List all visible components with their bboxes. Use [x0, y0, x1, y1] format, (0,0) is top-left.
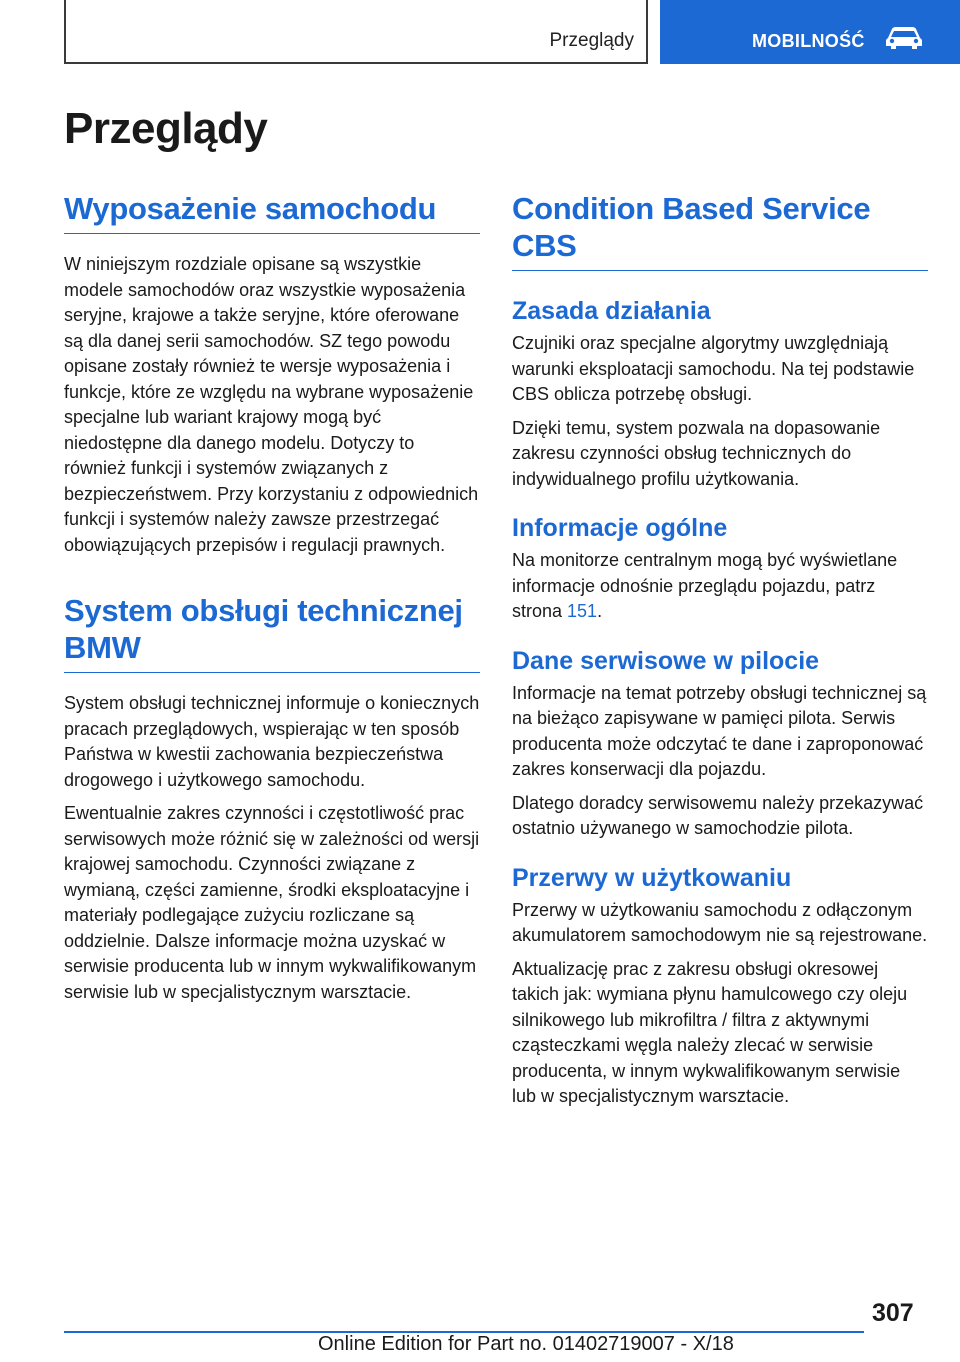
section-title: MOBILNOŚĆ	[752, 31, 865, 51]
header-section-tab[interactable]	[660, 0, 960, 64]
breadcrumb[interactable]: Przeglądy	[549, 30, 634, 51]
left-column	[64, 190, 480, 1005]
heading-wyposazenie: Wyposażenie samochodu	[64, 190, 480, 234]
car-icon	[884, 24, 924, 50]
paragraph-dane-2: Dlatego doradcy serwisowemu należy przekazywać ostatnio używanego w samochodzie pilota.	[512, 792, 924, 838]
paragraph-wyposazenie: W niniejszym rozdziale opisane są wszystkie modele samochodów oraz wszystkie wyposażenia seryjne, krajowe a także seryjne, które oferowane są dla danej serii samochodów. SZ tego powodu opisane zostały również te wersje wyposażenia i funkcje, które ze względu na wybrane wyposażenie specjalne lub wariant krajowy mogą być niedostępne dla danego modelu. Dotyczy to również funkcji i systemów związanych z bezpieczeństwem. Przy korzystaniu z odpowiednich funkcji i systemów należy zawsze przestrzegać obowiązujących przepisów i regulacji prawnych.	[64, 254, 479, 555]
page-title: Przeglądy	[64, 104, 268, 153]
right-column	[512, 190, 928, 1110]
paragraph-dane-1: Informacje na temat potrzeby obsługi technicznej są na bieżąco zapisywane w pamięci pilota. Serwis producenta może odczytać te dane i zaproponować zakres konserwacji dla pojazdu.	[512, 682, 927, 779]
heading-dane: Dane serwisowe w pilocie	[512, 646, 820, 675]
page-link-151[interactable]: 151	[567, 601, 598, 621]
heading-informacje: Informacje ogólne	[512, 514, 728, 542]
footer-edition: Online Edition for Part no. 01402719007 - X/18	[318, 1333, 734, 1355]
informacje-end: .	[597, 601, 603, 621]
heading-cbs: Condition Based Service CBS	[512, 190, 928, 271]
header-breadcrumb-box	[64, 0, 648, 64]
paragraph-przerwy-1: Przerwy w użytkowaniu samochodu z odłączonym akumulatorem samochodowym nie są rejestrowane.	[512, 899, 928, 945]
paragraph-zasada-1: Czujniki oraz specjalne algorytmy uwzględniają warunki eksploatacji samochodu. Na tej podstawie CBS oblicza potrzebę obsługi.	[512, 333, 915, 404]
paragraph-system-obslugi-2: Ewentualnie zakres czynności i częstotliwość prac serwisowych może różnić się w zależności od wersji krajowej samochodu. Czynności związane z wymianą, części zamienne, środki eksploatacyjne i materiały podlegające zużyciu rozliczane są oddzielnie. Dalsze informacje można uzyskać w serwisie producenta lub w innym wykwalifikowanym serwisie lub w specjalistycznym warsztacie.	[64, 803, 480, 1002]
paragraph-zasada-2: Dzięki temu, system pozwala na dopasowanie zakresu czynności obsług technicznych do indywidualnego profilu użytkowania.	[512, 417, 881, 489]
paragraph-informacje	[512, 548, 928, 625]
paragraph-system-obslugi-1: System obsługi technicznej informuje o koniecznych pracach przeglądowych, wspierając w ten sposób Państwa w kwestii zachowania bezpieczeństwa drogowego i użytkowego samochodu.	[64, 693, 480, 790]
heading-zasada: Zasada działania	[512, 297, 711, 325]
page-number: 307	[872, 1299, 914, 1327]
heading-system-obslugi: System obsługi technicznej BMW	[64, 592, 480, 673]
informacje-text: Na monitorze centralnym mogą być wyświetlane informacje odnośnie przeglądu pojazdu, patrz strona	[512, 550, 898, 621]
paragraph-przerwy-2: Aktualizację prac z zakresu obsługi okresowej takich jak: wymiana płynu hamulcowego czy oleju silnikowego lub mikrofiltra / filtra z aktywnymi cząsteczkami węgla należy zlecać w serwisie producenta, w innym wykwalifikowanym serwisie lub w specjalistycznym warsztacie.	[512, 958, 908, 1106]
heading-przerwy: Przerwy w użytkowaniu	[512, 863, 792, 892]
